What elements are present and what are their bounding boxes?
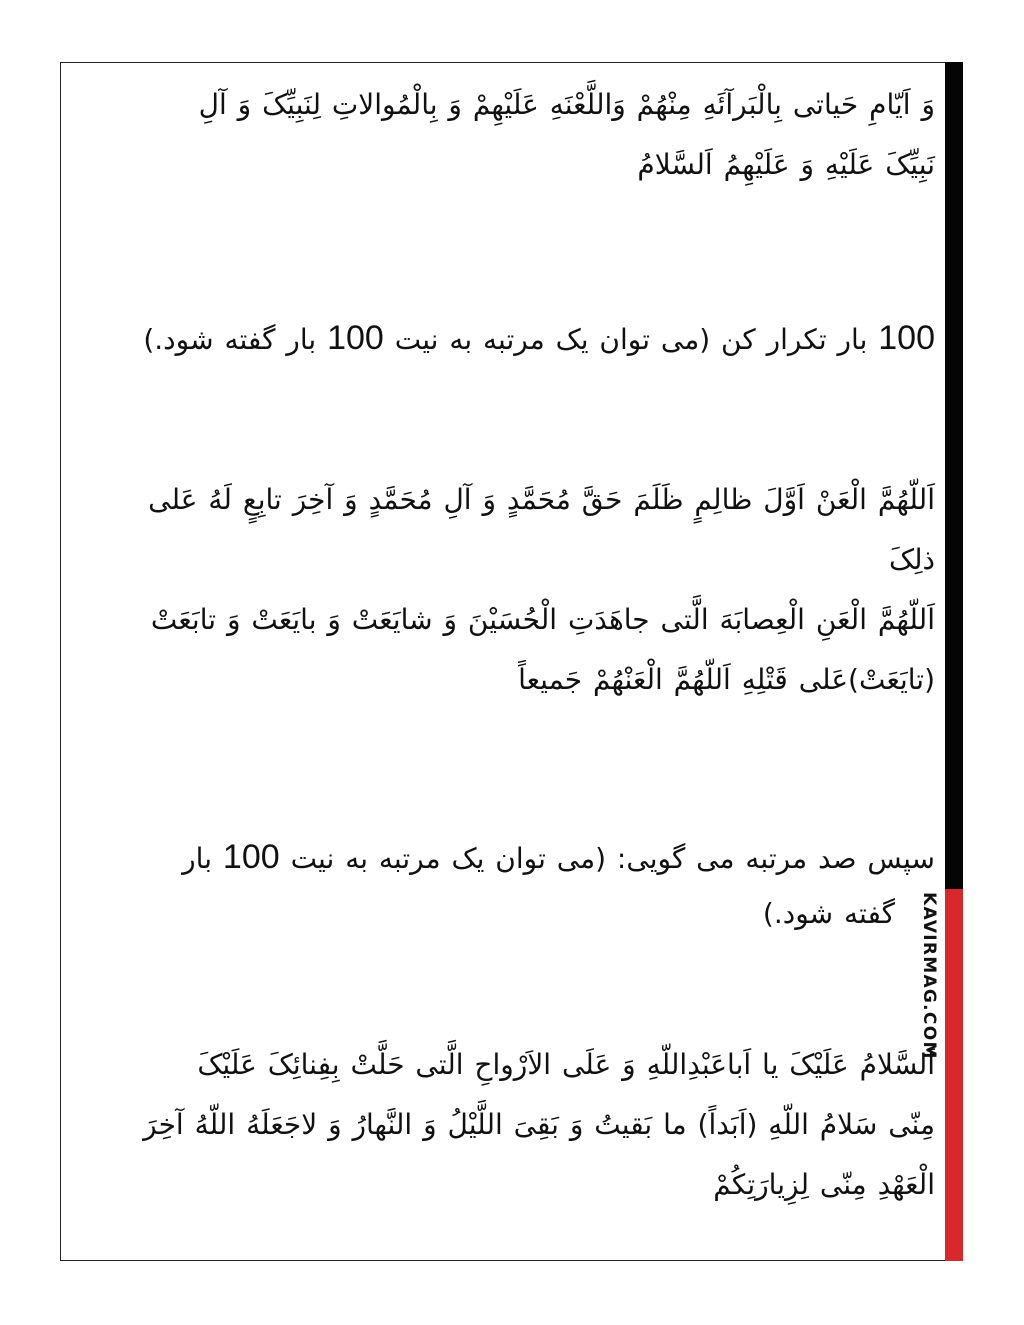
prayer-paragraph-2 bbox=[100, 470, 935, 710]
instruction-text: بار گفته شود.) bbox=[143, 323, 317, 356]
repeat-instruction-2 bbox=[100, 830, 935, 941]
side-bar-black bbox=[945, 62, 963, 889]
text-line: نَبِیِّکَ عَلَیْهِ وَ عَلَیْهِمُ اَلسَّلامُ bbox=[637, 148, 935, 181]
side-bar-red bbox=[945, 889, 963, 1261]
text-line: اَللّهُمَّ الْعَنْ اَوَّلَ ظالِمٍ ظَلَمَ حَقَّ مُحَمَّدٍ وَ آلِ مُحَمَّدٍ وَ آخِرَ تابِعٍ لَهُ عَلی bbox=[148, 483, 935, 516]
repeat-instruction-1 bbox=[100, 311, 935, 367]
text-line: الْعَهْدِ مِنّی لِزِیارَتِکُمْ bbox=[713, 1168, 935, 1201]
count-number: 100 bbox=[327, 319, 384, 357]
text-line: مِنّی سَلامُ اللّهِ (اَبَداً) ما بَقیتُ وَ بَقِیَ اللَّیْلُ وَ النَّهارُ وَ لاجَعَلَهُ اللّهُ آخِرَ bbox=[143, 1108, 935, 1141]
instruction-text: گفته شود.) bbox=[762, 897, 895, 930]
text-line: ذلِکَ bbox=[888, 543, 935, 576]
instruction-text: بار bbox=[182, 842, 213, 875]
instruction-text: سپس صد مرتبه می گویی: (می توان یک مرتبه به نیت bbox=[290, 842, 935, 875]
count-number: 100 bbox=[878, 319, 935, 357]
text-line bbox=[100, 830, 935, 886]
instruction-text: بار تکرار کن (می توان یک مرتبه به نیت bbox=[394, 323, 868, 356]
prayer-paragraph-3 bbox=[135, 1035, 935, 1215]
text-line: اَللّهُمَّ الْعَنِ الْعِصابَهَ الَّتی جاهَدَتِ الْحُسَیْنَ وَ شایَعَتْ وَ بایَعَتْ وَ تابَعَتْ bbox=[150, 603, 935, 636]
text-line: (تایَعَتْ)عَلی قَتْلِهِ اَللّهُمَّ الْعَنْهُمْ جَمیعاً bbox=[518, 663, 935, 696]
prayer-paragraph-1 bbox=[100, 75, 935, 195]
count-number: 100 bbox=[222, 838, 280, 876]
brand-watermark: KAVIRMAG.COM bbox=[919, 892, 939, 1060]
text-line: وَ اَیّامِ حَیاتی بِالْبَرآئَهِ مِنْهُمْ وَاللَّعْنَهِ عَلَیْهِمْ وَ بِالْمُوالاتِ لِنَبِیِّکَ وَ آلِ bbox=[198, 88, 935, 121]
text-line: اَلسَّلامُ عَلَیْکَ یا اَباعَبْدِاللّهِ وَ عَلَی الاَرْواحِ الَّتی حَلَّتْ بِفِنائِکَ عَلَیْکَ bbox=[197, 1048, 935, 1081]
